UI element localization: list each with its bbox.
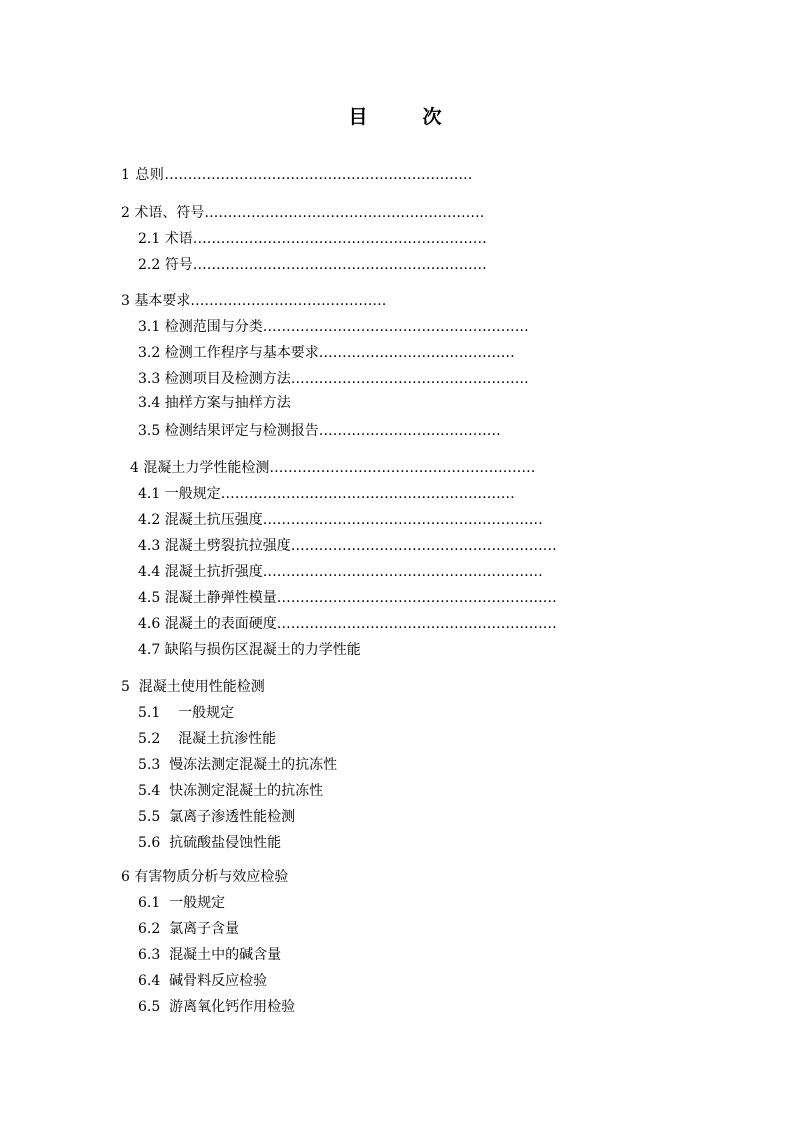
toc-leader: …………………………………… [190,293,387,309]
toc-label: 3.2 检测工作程序与基本要求 [138,345,319,361]
toc-leader: …………………………………………………… [262,564,543,580]
toc-entry-4-6[interactable] [138,615,557,633]
toc-label: 5.2 混凝土抗渗性能 [138,731,277,747]
toc-label: 4.2 混凝土抗压强度 [138,512,263,528]
toc-entry-6-5[interactable] [138,998,295,1016]
toc-leader: …………………………………………………… [276,590,557,606]
toc-entry-4-2[interactable] [138,511,543,529]
toc-entry-2[interactable] [121,204,484,222]
toc-label: 4.1 一般规定 [138,486,221,502]
toc-label: 4.5 混凝土静弹性模量 [138,590,277,606]
toc-entry-5-5[interactable] [138,808,295,826]
toc-entry-4-7[interactable] [138,641,361,659]
toc-label: 6.1 一般规定 [138,895,226,911]
toc-label: 6.4 碱骨料反应检验 [138,973,268,989]
toc-entry-4-4[interactable] [138,563,543,581]
toc-label: 3.5 检测结果评定与检测报告 [138,423,319,439]
toc-entry-5-2[interactable] [138,730,276,748]
toc-entry-5[interactable] [121,678,265,696]
toc-leader: ………………………………… [318,423,501,439]
toc-entry-4[interactable] [130,459,535,477]
page-title: 目 次 [348,106,460,128]
toc-entry-6-4[interactable] [138,972,267,990]
toc-label: 3.1 检测范围与分类 [138,319,263,335]
toc-entry-3-5[interactable] [138,422,501,440]
toc-label: 3 基本要求 [121,293,191,309]
toc-label: 1 总则 [121,167,165,183]
toc-label: 6 有害物质分析与效应检验 [121,869,289,885]
toc-label: 4 混凝土力学性能检测 [130,460,270,476]
toc-label: 5.6 抗硫酸盐侵蚀性能 [138,835,282,851]
toc-entry-3-3[interactable] [138,370,529,388]
toc-entry-5-6[interactable] [138,834,281,852]
toc-leader: ……………………………………………………… [220,486,515,502]
toc-label: 5.4 快冻测定混凝土的抗冻性 [138,783,324,799]
toc-leader: …………………………………………… [290,371,529,387]
toc-entry-4-5[interactable] [138,589,557,607]
toc-entry-5-1[interactable] [138,704,234,722]
toc-leader: …………………………………………………… [262,512,543,528]
toc-label: 5.3 慢冻法测定混凝土的抗冻性 [138,757,338,773]
toc-entry-2-2[interactable] [138,256,487,274]
toc-leader: ………………………………………………… [262,319,529,335]
toc-label: 4.7 缺陷与损伤区混凝土的力学性能 [138,642,361,658]
toc-label: 6.2 氯离子含量 [138,921,240,937]
toc-leader: …………………………………………………… [276,616,557,632]
toc-entry-3-4[interactable] [138,394,291,412]
toc-entry-4-3[interactable] [138,537,557,555]
toc-label: 4.6 混凝土的表面硬度 [138,616,277,632]
toc-label: 2.2 符号 [138,257,193,273]
toc-label: 6.3 混凝土中的碱含量 [138,947,282,963]
toc-entry-6-2[interactable] [138,920,239,938]
toc-label: 3.4 抽样方案与抽样方法 [138,395,291,411]
toc-entry-3[interactable] [121,292,386,310]
toc-label: 5.5 氯离子渗透性能检测 [138,809,296,825]
toc-label: 6.5 游离氧化钙作用检验 [138,999,296,1015]
toc-label: 2.1 术语 [138,231,193,247]
toc-leader: …………………………………… [318,345,515,361]
toc-entry-1[interactable] [121,166,472,184]
toc-label: 4.3 混凝土劈裂抗拉强度 [138,538,291,554]
toc-label: 5 混凝土使用性能检测 [121,679,265,695]
toc-leader: ………………………………………………………… [164,167,473,183]
toc-entry-5-3[interactable] [138,756,337,774]
toc-label: 5.1 一般规定 [138,705,235,721]
toc-leader: ………………………………………………… [269,460,536,476]
toc-entry-5-4[interactable] [138,782,323,800]
toc-entry-6-1[interactable] [138,894,225,912]
toc-label: 4.4 混凝土抗折强度 [138,564,263,580]
toc-leader: ……………………………………………………… [192,257,487,273]
toc-entry-2-1[interactable] [138,230,487,248]
toc-leader: ………………………………………………… [290,538,557,554]
toc-label: 3.3 检测项目及检测方法 [138,371,291,387]
toc-entry-3-2[interactable] [138,344,515,362]
toc-leader: …………………………………………………… [204,205,485,221]
toc-entry-6[interactable] [121,868,288,886]
toc-label: 2 术语、符号 [121,205,205,221]
toc-entry-6-3[interactable] [138,946,281,964]
toc-leader: ……………………………………………………… [192,231,487,247]
toc-entry-4-1[interactable] [138,485,515,503]
toc-entry-3-1[interactable] [138,318,529,336]
